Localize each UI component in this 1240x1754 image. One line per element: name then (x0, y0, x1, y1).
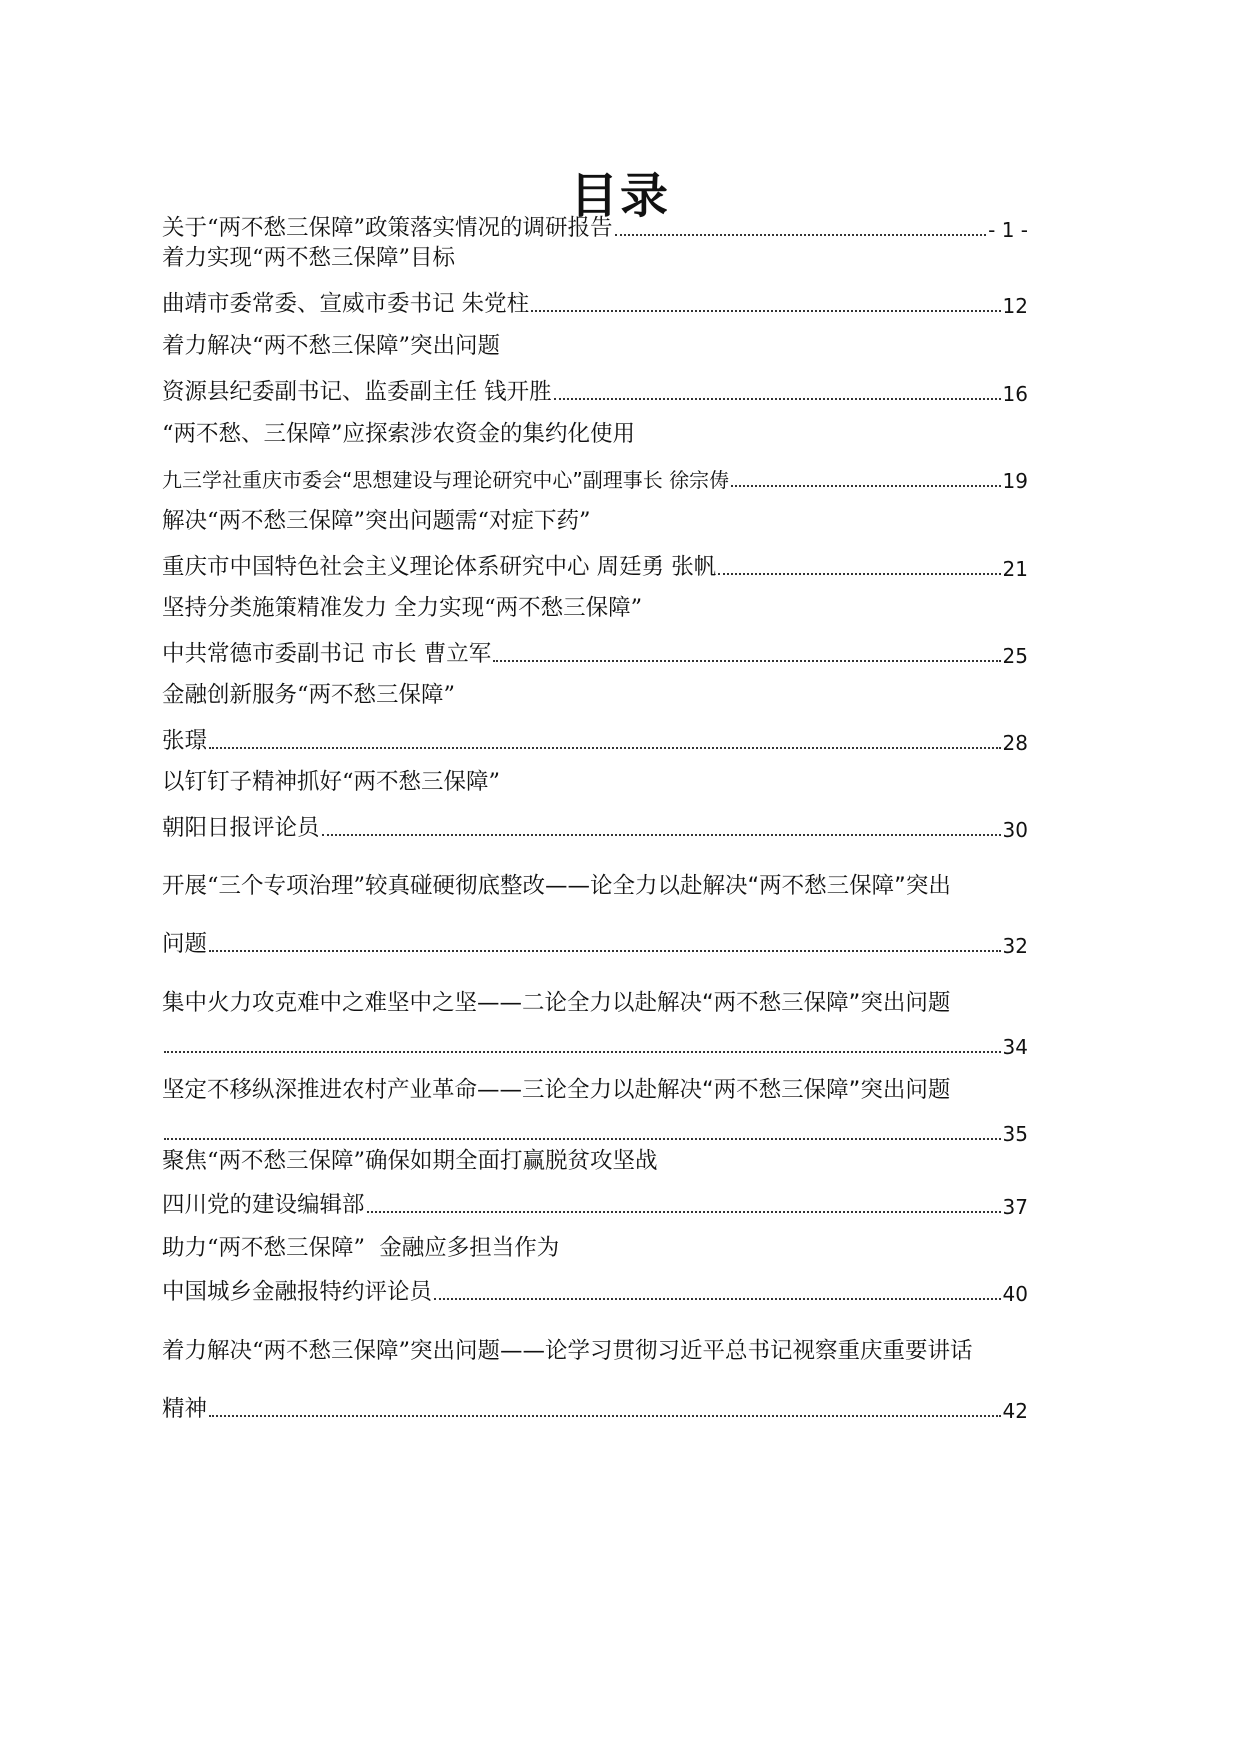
entry-author: 四川党的建设编辑部 (162, 1192, 365, 1218)
entry-author: 重庆市中国特色社会主义理论体系研究中心 周廷勇 张帆 (162, 554, 717, 580)
entry-page-number: 30 (1002, 818, 1028, 842)
entry-title: 关于“两不愁三保障”政策落实情况的调研报告 (162, 215, 613, 241)
entry-title: 坚持分类施策精准发力 全力实现“两不愁三保障” (162, 595, 643, 621)
entry-page-number: 16 (1002, 382, 1028, 406)
entry-page-number: 12 (1002, 294, 1028, 318)
toc-entry-14-title[interactable] (162, 1329, 1106, 1365)
toc-entry-2-title[interactable] (162, 236, 1028, 272)
entry-title: “两不愁、三保障”应探索涉农资金的集约化使用 (162, 421, 636, 447)
toc-title: 目录 (569, 168, 670, 224)
entry-title-sub: ——二论全力以赴解决“两不愁三保障”突出问题 (477, 990, 951, 1016)
dot-leader (718, 569, 1000, 575)
entry-author: 中国城乡金融报特约评论员 (162, 1279, 433, 1305)
entry-author: 中共常德市委副书记 市长 曹立军 (162, 641, 492, 667)
entry-title-main: 集中火力攻克难中之难坚中之坚 (162, 990, 478, 1016)
dot-leader (209, 743, 1001, 749)
entry-author: 张璟 (162, 728, 208, 754)
entry-title-main: 开展“三个专项治理”较真碰硬彻底整改 (162, 873, 546, 899)
entry-page-number: 40 (1002, 1282, 1028, 1306)
entry-page-number: - 1 - (988, 218, 1028, 242)
dot-leader (731, 481, 1000, 487)
entry-page-number: 34 (1002, 1035, 1028, 1059)
toc-entry-6-author[interactable] (162, 632, 1028, 668)
toc-entry-13-author[interactable] (162, 1270, 1028, 1306)
entry-author: 朝阳日报评论员 (162, 815, 320, 841)
entry-page-number: 21 (1002, 557, 1028, 581)
entry-author: 曲靖市委常委、宣威市委书记 朱党柱 (162, 291, 530, 317)
toc-entry-2-author[interactable] (162, 282, 1028, 318)
entry-title-cont: 精神 (162, 1396, 208, 1422)
toc-entry-9-cont[interactable] (162, 922, 1028, 958)
toc-entry-11-title[interactable] (162, 1068, 1106, 1104)
entry-title: 着力实现“两不愁三保障”目标 (162, 245, 456, 271)
entry-page-number: 42 (1002, 1399, 1028, 1423)
entry-title: 金融创新服务“两不愁三保障” (162, 682, 456, 708)
toc-entry-14-cont[interactable] (162, 1387, 1028, 1423)
entry-title-main: 着力解决“两不愁三保障”突出问题 (162, 1338, 501, 1364)
toc-entry-7-title[interactable] (162, 673, 1028, 709)
toc-entry-3-title[interactable] (162, 324, 1028, 360)
toc-entry-6-title[interactable] (162, 586, 1028, 622)
entry-title: 解决“两不愁三保障”突出问题需“对症下药” (162, 508, 591, 534)
entry-page-number: 35 (1002, 1122, 1028, 1146)
toc-entry-8-title[interactable] (162, 760, 1028, 796)
dot-leader (322, 830, 1001, 836)
entry-page-number: 37 (1002, 1195, 1028, 1219)
entry-author: 资源县纪委副书记、监委副主任 钱开胜 (162, 379, 552, 405)
entry-title-main: 坚定不移纵深推进农村产业革命 (162, 1077, 478, 1103)
toc-entry-12-author[interactable] (162, 1183, 1028, 1219)
entry-title: 助力“两不愁三保障” 金融应多担当作为 (162, 1235, 560, 1261)
dot-leader (554, 394, 1001, 400)
dot-leader (209, 1411, 1001, 1417)
entry-title-cont: 问题 (162, 931, 208, 957)
entry-author: 九三学社重庆市委会“思想建设与理论研究中心”副理事长 徐宗俦 (162, 468, 730, 492)
toc-entry-7-author[interactable] (162, 719, 1028, 755)
entry-page-number: 28 (1002, 731, 1028, 755)
entry-page-number: 19 (1002, 469, 1028, 493)
entry-title: 以钉钉子精神抓好“两不愁三保障” (162, 769, 501, 795)
toc-entry-9-title[interactable] (162, 864, 1106, 900)
dot-leader (367, 1207, 1001, 1213)
entry-title: 着力解决“两不愁三保障”突出问题 (162, 333, 501, 359)
entry-page-number: 25 (1002, 644, 1028, 668)
toc-entry-3-author[interactable] (162, 370, 1028, 406)
entry-title-sub: ——三论全力以赴解决“两不愁三保障”突出问题 (477, 1077, 951, 1103)
dot-leader (493, 656, 1000, 662)
toc-entry-5-title[interactable] (162, 499, 1028, 535)
entry-title: 聚焦“两不愁三保障”确保如期全面打赢脱贫攻坚战 (162, 1148, 658, 1174)
entry-title-sub: ——论全力以赴解决“两不愁三保障”突出 (545, 873, 951, 899)
dot-leader (164, 1047, 1001, 1053)
toc-entry-4-author[interactable] (162, 457, 1028, 493)
toc-entry-10-leader[interactable] (162, 1023, 1028, 1059)
entry-title-sub: ——论学习贯彻习近平总书记视察重庆重要讲话 (500, 1338, 973, 1364)
dot-leader (209, 946, 1001, 952)
toc-entry-4-title[interactable] (162, 412, 1028, 448)
dot-leader (434, 1294, 1001, 1300)
toc-entry-10-title[interactable] (162, 981, 1106, 1017)
toc-entry-5-author[interactable] (162, 545, 1028, 581)
toc-entry-12-title[interactable] (162, 1139, 1028, 1175)
toc-entry-13-title[interactable] (162, 1226, 1028, 1262)
dot-leader (531, 306, 1000, 312)
toc-entry-8-author[interactable] (162, 806, 1028, 842)
entry-page-number: 32 (1002, 934, 1028, 958)
